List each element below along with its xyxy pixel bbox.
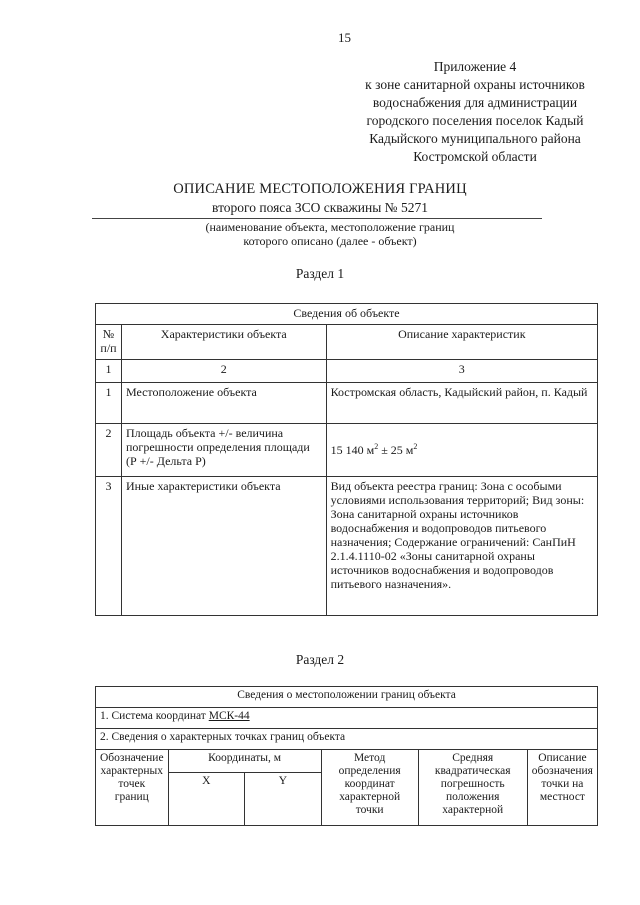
error-unit-sup: 2 [413,442,418,451]
header-row-1 [96,750,598,773]
subtitle-note [150,220,510,248]
table-number-row [96,360,598,383]
row-2-char: Площадь объекта +/- величина погрешности определения площади (Р +/- Дельта Р) [121,424,326,477]
boundary-location-table [95,686,598,826]
appendix-line-1: Приложение 4 [433,59,517,74]
header-y: Y [245,773,322,826]
row-3-char: Иные характеристики объекта [121,477,326,616]
row-1-no: 1 [96,383,122,424]
table-row [96,477,598,616]
appendix-line-5: Кадыйского муниципального района [369,131,581,146]
appendix-block [330,58,620,166]
appendix-line-4: городского поселения поселок Кадый [366,113,584,128]
points-label: 2. Сведения о характерных точках границ объекта [96,729,598,750]
num-cell-2: 2 [121,360,326,383]
table-title-2: Сведения о местоположении границ объекта [96,687,598,708]
coord-system-value: МСК-44 [208,710,250,722]
appendix-line-6: Костромской области [413,149,537,164]
document-title: ОПИСАНИЕ МЕСТОПОЛОЖЕНИЯ ГРАНИЦ [173,181,467,197]
header-description: Описание характеристик [326,325,597,360]
points-label-row [96,729,598,750]
area-unit-sup: 2 [374,442,379,451]
table-row [96,424,598,477]
note-line-1: (наименование объекта, местоположение границ [205,220,455,234]
header-designation: Обозначение характерных точек границ [96,750,169,826]
note-line-2: которого описано (далее - объект) [243,234,417,248]
subtitle-underline [92,218,542,219]
header-characteristics: Характеристики объекта [121,325,326,360]
row-2-desc [326,424,597,477]
area-error: ± 25 м [378,443,414,457]
row-2-no: 2 [96,424,122,477]
header-point-desc: Описание обозначения точки на местност [527,750,597,826]
row-3-no: 3 [96,477,122,616]
table-title: Сведения об объекте [96,304,598,325]
table-header-row [96,325,598,360]
num-cell-3: 3 [326,360,597,383]
object-info-table [95,303,598,616]
appendix-line-2: к зоне санитарной охраны источников [365,77,585,92]
header-method: Метод определения координат характерной точки [321,750,418,826]
coord-system-label: 1. Система координат [100,710,206,722]
table-title-row [96,687,598,708]
section-2-heading: Раздел 2 [295,652,345,667]
row-1-desc: Костромская область, Кадыйский район, п. Кадый [326,383,597,424]
section-1-heading: Раздел 1 [295,266,345,281]
page-number: 15 [338,30,351,45]
appendix-line-3: водоснабжения для администрации [372,95,578,110]
header-error: Средняя квадратическая погрешность положения характерной [418,750,527,826]
header-no: № п/п [96,325,122,360]
header-x: X [168,773,245,826]
table-title-row [96,304,598,325]
header-coords: Координаты, м [168,750,321,773]
coord-system-row [96,708,598,729]
row-3-desc: Вид объекта реестра границ: Зона с особыми условиями использования территорий; Вид зоны: Зона санитарной охраны источников водоснабжения и водопроводов питьевого назначения; Содержание ограничений: СанПиН 2.1.4.1110-02 «Зоны санитарной охраны источников водоснабжения и водопроводов питьевого назначения». [326,477,597,616]
row-1-char: Местоположение объекта [121,383,326,424]
num-cell-1: 1 [96,360,122,383]
area-value: 15 140 м [330,443,375,457]
coord-system-cell [96,708,598,729]
table-row [96,383,598,424]
document-subtitle: второго пояса ЗСО скважины № 5271 [212,200,428,215]
